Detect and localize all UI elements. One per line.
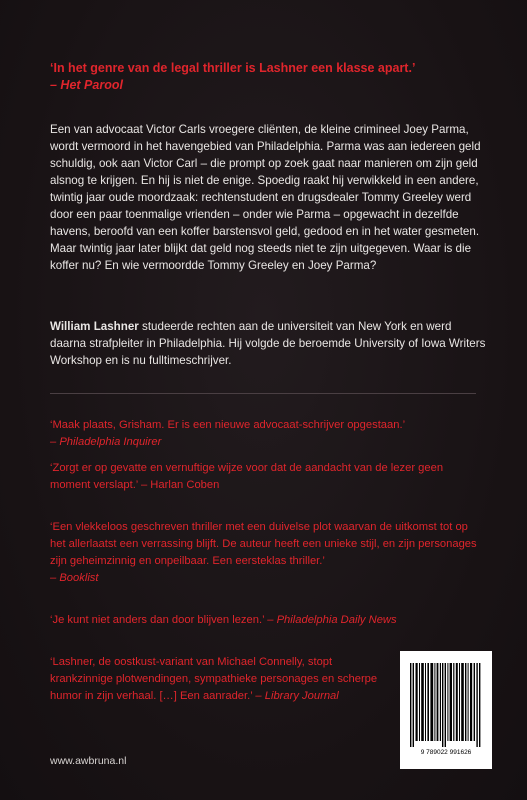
author-bio-text: studeerde rechten aan de universiteit van New York en werd daarna strafpleiter in Philadelphia. Hij volgde de beroemde University of Iowa Writers Workshop en is nu fulltimeschrijver.	[50, 320, 486, 367]
review-quote	[50, 612, 480, 629]
review-quote-text: ‘Een vlekkeloos geschreven thriller met een duivelse plot waarvan de uitkomst tot op het allerlaatst een verrassing blijft. De auteur heeft een unieke stijl, en zijn personages zijn geheimzinnig en onpeilbaar. Een eersteklas thriller.’	[50, 521, 477, 567]
review-quote-text: ‘Zorgt er op gevatte en vernuftige wijze voor dat de aandacht van de lezer geen moment verslapt.’ – Harlan Coben	[50, 462, 444, 491]
review-quote-text: ‘Lashner, de oostkust-variant van Michael Connelly, stopt krankzinnige plotwendingen, sympathieke personages en scherpe humor in zijn verhaal. […] Een aanrader.’	[50, 656, 378, 702]
review-quote	[50, 654, 390, 705]
barcode-icon	[408, 661, 484, 757]
author-bio	[50, 318, 488, 369]
featured-quote-text: ‘In het genre van de legal thriller is Lashner een klasse apart.’	[50, 61, 416, 75]
isbn-barcode	[400, 651, 492, 769]
synopsis: Een van advocaat Victor Carls vroegere cliënten, de kleine crimineel Joey Parma, wordt vermoord in het havengebied van Philadelphia. Parma was aan iedereen geld schuldig, ook aan Victor Carl – die prompt op zoek gaat naar manieren om zijn geld alsnog te krijgen. En hij is niet de enige. Spoedig raakt hij verwikkeld in een andere, twintig jaar oude moordzaak: rechtenstudent en drugsdealer Tommy Greeley werd door een paar toenmalige vrienden – onder wie Parma – opgewacht in dezelfde havens, beroofd van een koffer barstensvol geld, gedood en in het water gesmeten. Maar twintig jaar later blijkt dat geld nog steeds niet te zijn uitgegeven. Waar is die koffer nu? En wie vermoordde Tommy Greeley en Joey Parma?	[50, 123, 481, 272]
publisher-url[interactable]: www.awbruna.nl	[50, 755, 127, 767]
review-quote-text: ‘Je kunt niet anders dan door blijven lezen.’	[50, 614, 268, 626]
review-quote	[50, 519, 480, 587]
review-quote-source: – Booklist	[50, 572, 99, 584]
review-quote	[50, 417, 480, 451]
divider	[50, 393, 476, 394]
featured-quote-source: – Het Parool	[50, 78, 123, 92]
author-name: William Lashner	[50, 320, 139, 333]
featured-quote	[50, 60, 490, 94]
isbn-number: 9 789022 991626	[420, 749, 472, 756]
review-quote-source: – Philadelphia Daily News	[267, 614, 397, 626]
review-quote-text: ‘Maak plaats, Grisham. Er is een nieuwe advocaat-schrijver opgestaan.’	[50, 419, 406, 431]
review-quote	[50, 460, 480, 494]
review-quote-source: – Philadelphia Inquirer	[50, 436, 162, 448]
review-quote-source: – Library Journal	[255, 690, 339, 702]
